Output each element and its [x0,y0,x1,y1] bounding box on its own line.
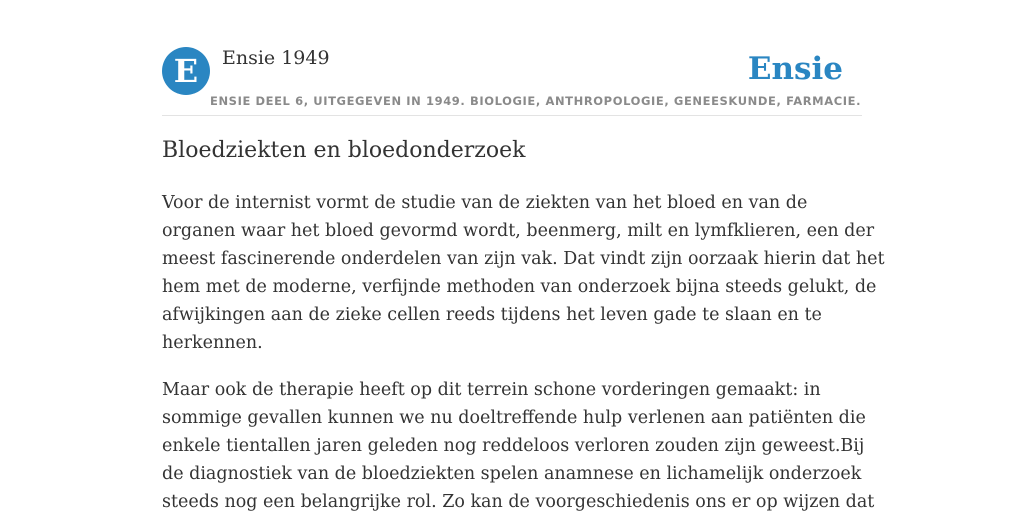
ensie-logo-icon[interactable]: E [162,47,210,95]
text-line: meest fascinerende onderdelen van zijn vak. Dat vindt zijn oorzaak hierin dat het [162,249,885,269]
text-line: hem met de moderne, verfijnde methoden van onderzoek bijna steeds gelukt, de [162,277,877,297]
text-line: enkele tientallen jaren geleden nog reddeloos verloren zouden zijn geweest.Bij [162,436,865,456]
header [162,46,862,116]
text-line: sommige gevallen kunnen we nu doeltreffende hulp verlenen aan patiënten die [162,408,866,428]
book-title[interactable]: Ensie 1949 [222,47,330,69]
article-title: Bloedziekten en bloedonderzoek [162,138,526,163]
text-line: herkennen. [162,333,263,353]
text-line: Maar ook de therapie heeft op dit terrein schone vorderingen gemaakt: in [162,380,821,400]
text-line: afwijkingen aan de zieke cellen reeds tijdens het leven gade te slaan en te [162,305,822,325]
text-line: organen waar het bloed gevormd wordt, beenmerg, milt en lymfklieren, een der [162,221,875,241]
text-line: de diagnostiek van de bloedziekten spelen anamnese en lichamelijk onderzoek [162,464,862,484]
book-subtitle: ENSIE DEEL 6, UITGEGEVEN IN 1949. BIOLOGIE, ANTHROPOLOGIE, GENEESKUNDE, FARMACIE. [210,94,862,108]
text-line: steeds nog een belangrijke rol. Zo kan de voorgeschiedenis ons er op wijzen dat [162,492,875,512]
article-paragraph-1 [162,189,885,357]
article-paragraph-2 [162,376,875,512]
text-line: Voor de internist vormt de studie van de ziekten van het bloed en van de [162,193,808,213]
article [162,138,885,512]
brand-link[interactable]: Ensie [747,51,843,87]
